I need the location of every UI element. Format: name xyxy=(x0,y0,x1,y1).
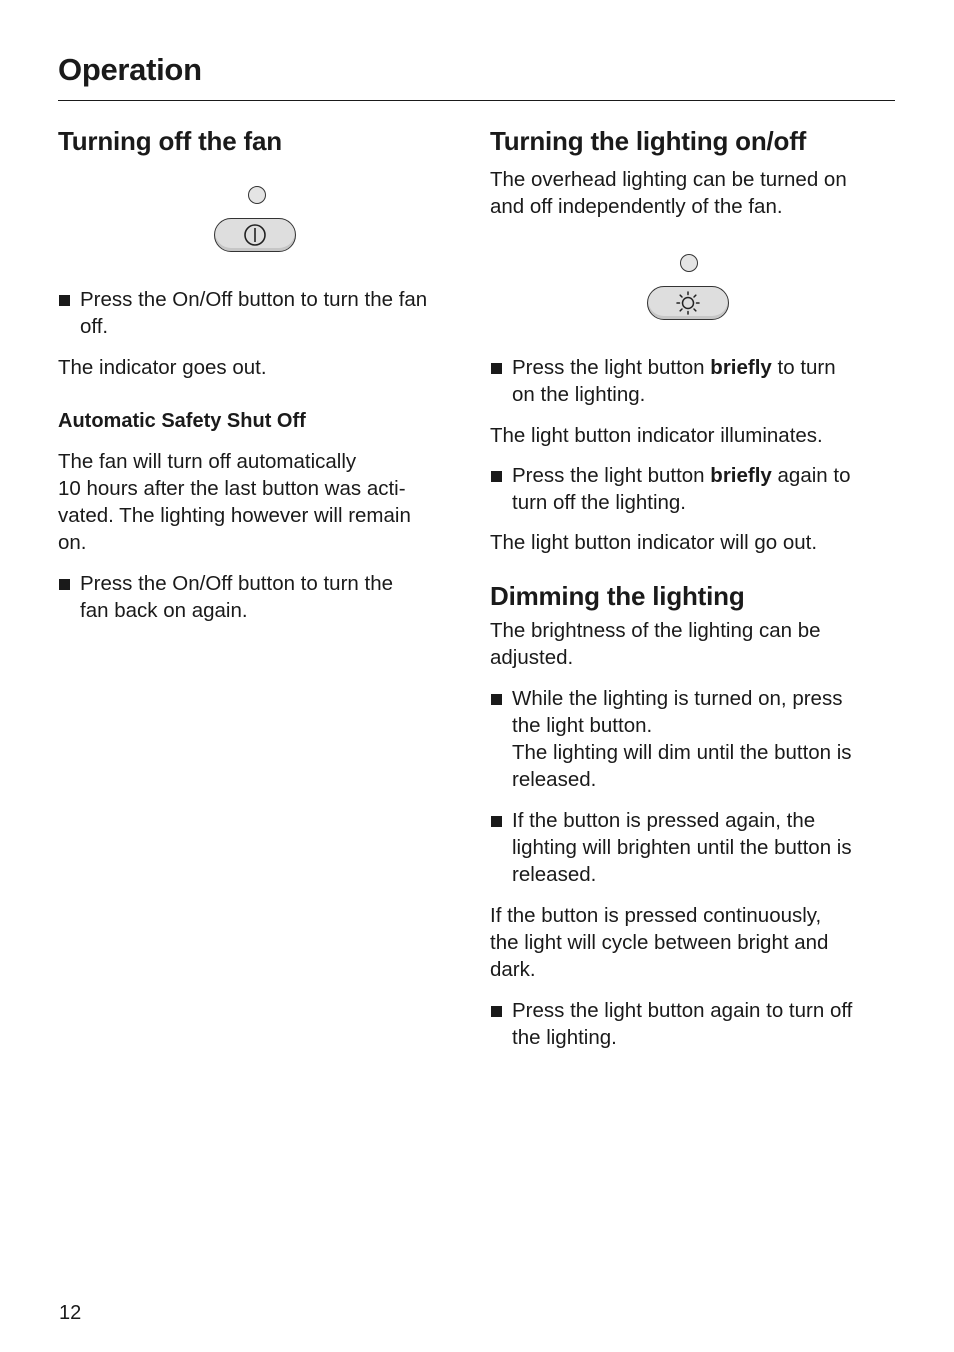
paragraph-line: vated. The lighting however will remain xyxy=(58,504,411,527)
paragraph-line: dark. xyxy=(490,958,536,981)
lighting-intro-paragraph xyxy=(490,166,898,220)
bullet-square-icon xyxy=(59,295,70,306)
bullet-line xyxy=(512,354,898,381)
paragraph-line: The brightness of the lighting can be xyxy=(490,619,821,642)
light-button xyxy=(647,286,729,320)
bullet-line: released. xyxy=(512,863,597,886)
indicator-illuminates-text: The light button indicator illuminates. xyxy=(490,424,823,447)
bullet-emphasis: briefly xyxy=(710,356,772,379)
bullet-text: to turn xyxy=(771,356,836,379)
page-title: Operation xyxy=(58,52,202,87)
heading-turning-off-fan: Turning off the fan xyxy=(58,126,282,156)
bullet-brighten-lighting xyxy=(490,807,898,888)
bullet-text: again to xyxy=(771,464,851,487)
bullet-line: the light button. xyxy=(512,714,653,737)
right-column xyxy=(490,122,898,1051)
bullet-line: the lighting. xyxy=(512,1026,617,1049)
bullet-turn-fan-off xyxy=(58,286,456,340)
bullet-line: fan back on again. xyxy=(80,599,248,622)
bullet-line xyxy=(512,462,898,489)
bullet-square-icon xyxy=(59,579,70,590)
bullet-line: Press the On/Off button to turn the xyxy=(80,572,393,595)
bullet-line: turn off the lighting. xyxy=(512,491,686,514)
dimming-intro-paragraph xyxy=(490,617,898,671)
bullet-turn-fan-back-on xyxy=(58,570,456,624)
indicator-goes-out-text: The indicator goes out. xyxy=(58,356,267,379)
fan-indicator-light xyxy=(248,186,266,204)
paragraph-line: the light will cycle between bright and xyxy=(490,931,829,954)
bullet-line: lighting will brighten until the button is xyxy=(512,836,852,859)
paragraph-line: adjusted. xyxy=(490,646,574,669)
bullet-square-icon xyxy=(491,816,502,827)
bullet-line: The lighting will dim until the button is xyxy=(512,741,852,764)
bullet-square-icon xyxy=(491,471,502,482)
bullet-dim-lighting xyxy=(490,685,898,793)
light-icon xyxy=(648,287,728,319)
paragraph-line: If the button is pressed continuously, xyxy=(490,904,822,927)
bullet-text: Press the light button xyxy=(512,356,711,379)
bullet-square-icon xyxy=(491,694,502,705)
bullet-text: Press the On/Off button to turn the fan off. xyxy=(80,288,428,338)
bullet-turn-lighting-on xyxy=(490,354,898,408)
indicator-goes-out-text: The light button indicator will go out. xyxy=(490,531,818,554)
paragraph-line: on. xyxy=(58,531,87,554)
paragraph-line: 10 hours after the last button was acti- xyxy=(58,477,406,500)
bullet-emphasis: briefly xyxy=(710,464,772,487)
left-column xyxy=(58,122,456,624)
bullet-line: Press the light button again to turn off xyxy=(512,999,853,1022)
paragraph-line: and off independently of the fan. xyxy=(490,195,783,218)
light-indicator-light xyxy=(680,254,698,272)
on-off-button xyxy=(214,218,296,252)
bullet-turn-off-lighting xyxy=(490,997,898,1051)
paragraph-line: The fan will turn off automatically xyxy=(58,450,357,473)
light-button-illustration xyxy=(490,254,898,328)
bullet-text: Press the light button xyxy=(512,464,711,487)
bullet-line: on the lighting. xyxy=(512,383,646,406)
power-icon xyxy=(215,219,295,251)
page-number: 12 xyxy=(59,1302,82,1324)
bullet-line: released. xyxy=(512,768,597,791)
heading-dimming-lighting: Dimming the lighting xyxy=(490,581,745,611)
bullet-line: If the button is pressed again, the xyxy=(512,809,816,832)
safety-shut-off-paragraph xyxy=(58,448,456,556)
paragraph-line: The overhead lighting can be turned on xyxy=(490,168,847,191)
bullet-turn-lighting-off xyxy=(490,462,898,516)
bullet-square-icon xyxy=(491,1006,502,1017)
bullet-square-icon xyxy=(491,363,502,374)
heading-turning-lighting-on-off: Turning the lighting on/off xyxy=(490,126,807,156)
heading-automatic-safety-shut-off: Automatic Safety Shut Off xyxy=(58,410,306,432)
title-divider xyxy=(58,100,895,101)
bullet-line: While the lighting is turned on, press xyxy=(512,687,843,710)
continuous-press-paragraph xyxy=(490,902,898,983)
on-off-button-illustration xyxy=(58,186,456,260)
